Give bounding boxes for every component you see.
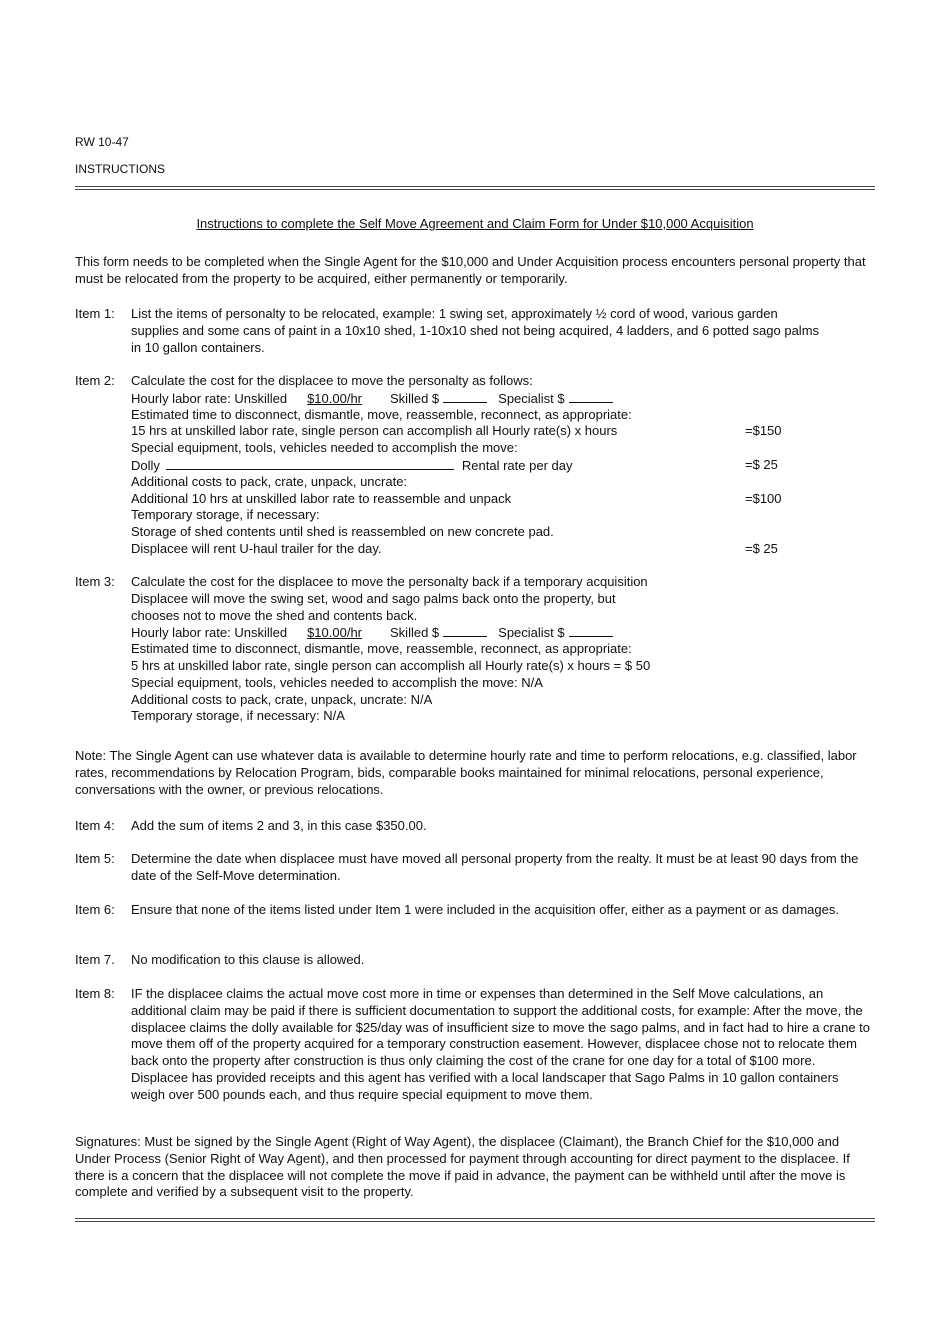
item-4-label: Item 4: [75, 818, 115, 833]
dolly-blank [166, 457, 454, 470]
item-1-label: Item 1: [75, 306, 115, 321]
item-2-rate-row [131, 390, 875, 407]
item-3-line: Estimated time to disconnect, dismantle, move, reassemble, reconnect, as appropriate: [131, 641, 632, 657]
item-2-label: Item 2: [75, 373, 115, 388]
signatures-paragraph: Signatures: Must be signed by the Single Agent (Right of Way Agent), the displacee (Claimant), the Branch Chief for the $10,000 and Under Process (Senior Right of Way Agent), and then processed for payment through accounting for direct payment to the displacee. If there is a concern that the displacee will not complete the move if paid in advance, the payment can be withheld until after the move is complete and verified by a subsequent visit to the property. [75, 1134, 850, 1200]
item-2 [75, 373, 875, 558]
intro-paragraph: This form needs to be completed when the Single Agent for the $10,000 and Under Acquisition process encounters personal property that must be relocated from the property to be acquired, either permanently or temporarily. [75, 254, 866, 286]
item-2-dolly-row [131, 457, 875, 474]
item-2-pack-label: Additional costs to pack, crate, unpack, uncrate: [131, 473, 408, 489]
item-6-label: Item 6: [75, 902, 115, 917]
rate-label: Hourly labor rate: Unskilled [131, 390, 288, 406]
item-2-storage-detail: Storage of shed contents until shed is reassembled on new concrete pad. [131, 524, 554, 540]
specialist-rate-blank [569, 624, 613, 637]
item-3-line: Additional costs to pack, crate, unpack, uncrate: N/A [131, 691, 433, 707]
skilled-label: Skilled $ [390, 625, 440, 641]
dolly-amount: =$ 25 [745, 456, 778, 472]
item-5 [75, 851, 875, 885]
section-label: INSTRUCTIONS [75, 162, 165, 176]
form-number: RW 10-47 [75, 135, 129, 149]
unskilled-rate-value: $10.00/hr [307, 390, 363, 406]
item-1-line: supplies and some cans of paint in a 10x10 shed, 1-10x10 shed not being acquired, 4 ladders, and 6 potted sago palms [131, 322, 820, 338]
specialist-label: Specialist $ [498, 625, 565, 641]
item-3 [75, 574, 875, 725]
item-5-text: Determine the date when displacee must have moved all personal property from the realty. It must be at least 90 days from the date of the Self-Move determination. [131, 851, 859, 883]
item-2-storage-label: Temporary storage, if necessary: [131, 507, 320, 523]
page-title: Instructions to complete the Self Move Agreement and Claim Form for Under $10,000 Acquisition [196, 216, 754, 231]
unskilled-rate-value: $10.00/hr [307, 625, 363, 641]
skilled-rate-blank [443, 624, 487, 637]
item-2-time-row [131, 423, 875, 440]
specialist-rate-blank [569, 390, 613, 403]
item-3-line: Displacee will move the swing set, wood and sago palms back onto the property, but [131, 590, 616, 606]
item-8-text: IF the displacee claims the actual move cost more in time or expenses than determined in the Self Move calculations, an additional claim may be paid if there is sufficient documentation to support the additional costs, for example: After the move, the displacee claims the dolly available for $25/day was of insufficient size to move the sago palms, and in fact had to hire a crane to move them off of the property acquired for a temporary construction easement. However, displacee chose not to relocate them back onto the property after construction is thus only claiming the cost of the crane for one day for a total of $100 more. Displacee has provided receipts and this agent has verified with a local landscaper that Sago Palms in 10 gallon containers weigh over 500 pounds each, and thus require special equipment to move them. [131, 986, 871, 1102]
rental-label: Rental rate per day [461, 457, 573, 473]
skilled-label: Skilled $ [390, 390, 440, 406]
item-4-text: Add the sum of items 2 and 3, in this case $350.00. [131, 818, 427, 833]
item-7-text: No modification to this clause is allowed. [131, 952, 365, 967]
item-3-rate-row [131, 624, 875, 641]
item-1-line: List the items of personalty to be relocated, example: 1 swing set, approximately ½ cord of wood, various garden [131, 306, 778, 321]
item-3-label: Item 3: [75, 574, 115, 589]
pack-detail: Additional 10 hrs at unskilled labor rate to reassemble and unpack [131, 490, 512, 506]
pack-amount: =$100 [745, 490, 782, 506]
item-3-line: chooses not to move the shed and contents back. [131, 607, 418, 623]
item-5-label: Item 5: [75, 851, 115, 866]
item-8-label: Item 8: [75, 986, 115, 1001]
item-3-line: Temporary storage, if necessary: N/A [131, 708, 345, 724]
trailer-detail: Displacee will rent U-haul trailer for the day. [131, 540, 382, 556]
top-divider [75, 186, 875, 190]
item-1 [75, 306, 875, 356]
item-3-line: Calculate the cost for the displacee to move the personalty back if a temporary acquisition [131, 574, 648, 589]
item-2-intro: Calculate the cost for the displacee to move the personalty as follows: [131, 373, 533, 388]
item-8 [75, 986, 875, 1104]
dolly-label: Dolly [131, 457, 160, 473]
item-6-text: Ensure that none of the items listed under Item 1 were included in the acquisition offer, either as a payment or as damages. [131, 902, 839, 917]
time-detail: 15 hrs at unskilled labor rate, single person can accomplish all Hourly rate(s) x hours [131, 423, 618, 439]
item-2-pack-row [131, 491, 875, 508]
item-3-line: 5 hrs at unskilled labor rate, single person can accomplish all Hourly rate(s) x hours = $ 50 [131, 657, 651, 673]
item-4 [75, 818, 875, 835]
skilled-rate-blank [443, 390, 487, 403]
item-3-line: Special equipment, tools, vehicles needed to accomplish the move: N/A [131, 674, 543, 690]
bottom-divider [75, 1218, 875, 1222]
item-7 [75, 952, 875, 969]
item-6 [75, 902, 875, 919]
trailer-amount: =$ 25 [745, 540, 778, 556]
item-2-time-label: Estimated time to disconnect, dismantle, move, reassemble, reconnect, as appropriate: [131, 406, 632, 422]
item-2-equip-label: Special equipment, tools, vehicles needed to accomplish the move: [131, 440, 518, 456]
note-paragraph: Note: The Single Agent can use whatever data is available to determine hourly rate and time to perform relocations, e.g. classified, labor rates, recommendations by Relocation Program, bids, comparable books maintained for minimal relocations, personal experience, conversations with the owner, or previous relocations. [75, 748, 857, 797]
item-7-label: Item 7. [75, 952, 115, 967]
specialist-label: Specialist $ [498, 390, 565, 406]
time-amount: =$150 [745, 423, 782, 439]
rate-label: Hourly labor rate: Unskilled [131, 625, 288, 641]
item-2-trailer-row [131, 541, 875, 558]
item-1-line: in 10 gallon containers. [131, 339, 265, 355]
